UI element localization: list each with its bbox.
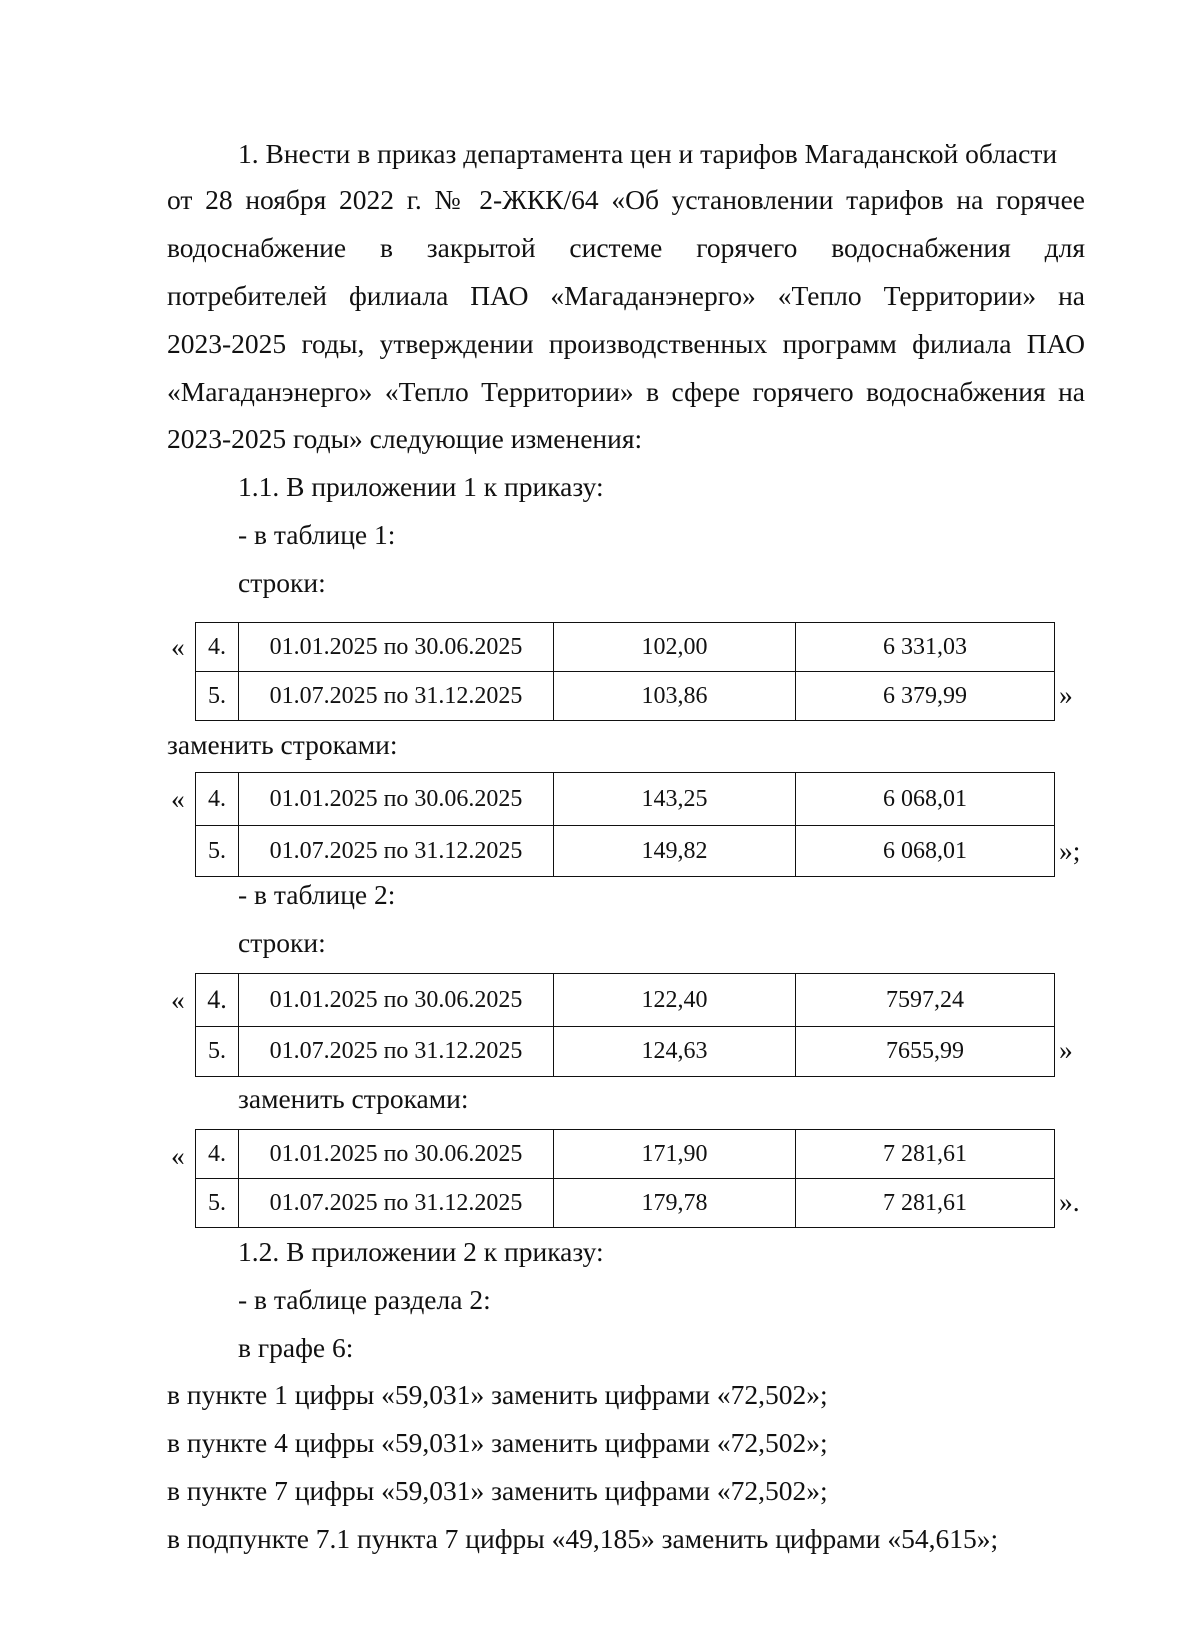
table-cell: 01.01.2025 по 30.06.2025	[239, 974, 554, 1027]
graph-6-label: в графе 6:	[238, 1332, 354, 1363]
table-row	[196, 623, 1055, 672]
tariff-table-2	[195, 772, 1055, 877]
table-cell: 7 281,61	[796, 1179, 1055, 1228]
table-row	[196, 826, 1055, 877]
replace-label-1: заменить строками:	[167, 729, 398, 760]
table-row	[196, 1130, 1055, 1179]
table-cell: 7655,99	[796, 1027, 1055, 1077]
table-cell: 103,86	[554, 672, 796, 721]
change-item-1: в пункте 1 цифры «59,031» заменить цифрами «72,502»;	[167, 1379, 828, 1410]
table-cell: 102,00	[554, 623, 796, 672]
table-cell: 4.	[196, 974, 239, 1027]
close-quote: »	[1059, 1034, 1073, 1065]
clause-1-1: 1.1. В приложении 1 к приказу:	[238, 471, 604, 502]
section-2-label: - в таблице раздела 2:	[238, 1284, 491, 1315]
rows-label-2: строки:	[238, 927, 326, 958]
table-cell: 01.01.2025 по 30.06.2025	[239, 773, 554, 826]
intro-line-3-text: водоснабжение в закрытой системе горячего водоснабжения для	[167, 232, 1085, 263]
intro-line-7: 2023-2025 годы» следующие изменения:	[167, 423, 643, 454]
table-cell: 5.	[196, 1179, 239, 1228]
tariff-table-4	[195, 1129, 1055, 1228]
table-cell: 7597,24	[796, 974, 1055, 1027]
open-quote: «	[171, 984, 185, 1015]
table-row	[196, 1179, 1055, 1228]
table-cell: 124,63	[554, 1027, 796, 1077]
change-item-3: в пункте 7 цифры «59,031» заменить цифрами «72,502»;	[167, 1475, 828, 1506]
table-cell: 5.	[196, 672, 239, 721]
close-quote: »;	[1059, 835, 1081, 866]
table-cell: 171,90	[554, 1130, 796, 1179]
tariff-table-1	[195, 622, 1055, 721]
table-row	[196, 1027, 1055, 1077]
table-cell: 01.07.2025 по 31.12.2025	[239, 1179, 554, 1228]
table-cell: 7 281,61	[796, 1130, 1055, 1179]
table-cell: 149,82	[554, 826, 796, 877]
table-cell: 143,25	[554, 773, 796, 826]
table-cell: 4.	[196, 623, 239, 672]
intro-line-2: от 28 ноября 2022 г. № 2-ЖКК/64 «Об установлении тарифов на горячее	[167, 184, 1085, 215]
open-quote: «	[171, 1140, 185, 1171]
change-item-2: в пункте 4 цифры «59,031» заменить цифрами «72,502»;	[167, 1427, 828, 1458]
table-cell: 01.07.2025 по 31.12.2025	[239, 826, 554, 877]
table-cell: 5.	[196, 1027, 239, 1077]
table-cell: 4.	[196, 773, 239, 826]
table-cell: 179,78	[554, 1179, 796, 1228]
table-cell: 122,40	[554, 974, 796, 1027]
table-row	[196, 974, 1055, 1027]
table-cell: 01.07.2025 по 31.12.2025	[239, 672, 554, 721]
table-cell: 5.	[196, 826, 239, 877]
tariff-table-3	[195, 973, 1055, 1077]
table-cell: 6 068,01	[796, 773, 1055, 826]
table-cell: 01.01.2025 по 30.06.2025	[239, 623, 554, 672]
intro-line-3	[167, 231, 1085, 265]
rows-label-1: строки:	[238, 567, 326, 598]
table-cell: 6 379,99	[796, 672, 1055, 721]
table-row	[196, 672, 1055, 721]
intro-line-4: потребителей филиала ПАО «Магаданэнерго» «Тепло Территории» на	[167, 280, 1085, 311]
table-cell: 6 331,03	[796, 623, 1055, 672]
clause-1-2: 1.2. В приложении 2 к приказу:	[238, 1236, 604, 1267]
close-quote: ».	[1059, 1186, 1080, 1217]
table-cell: 01.01.2025 по 30.06.2025	[239, 1130, 554, 1179]
table-2-label: - в таблице 2:	[238, 879, 396, 910]
intro-line-6: «Магаданэнерго» «Тепло Территории» в сфере горячего водоснабжения на	[167, 376, 1085, 407]
table-cell: 6 068,01	[796, 826, 1055, 877]
table-1-label: - в таблице 1:	[238, 519, 396, 550]
close-quote: »	[1059, 679, 1073, 710]
open-quote: «	[171, 783, 185, 814]
replace-label-2: заменить строками:	[238, 1083, 469, 1114]
table-row	[196, 773, 1055, 826]
intro-line-5: 2023-2025 годы, утверждении производственных программ филиала ПАО	[167, 328, 1085, 359]
change-item-4: в подпункте 7.1 пункта 7 цифры «49,185» заменить цифрами «54,615»;	[167, 1523, 999, 1554]
table-cell: 4.	[196, 1130, 239, 1179]
intro-line-1: 1. Внести в приказ департамента цен и тарифов Магаданской области	[238, 138, 1058, 169]
table-cell: 01.07.2025 по 31.12.2025	[239, 1027, 554, 1077]
open-quote: «	[171, 631, 185, 662]
